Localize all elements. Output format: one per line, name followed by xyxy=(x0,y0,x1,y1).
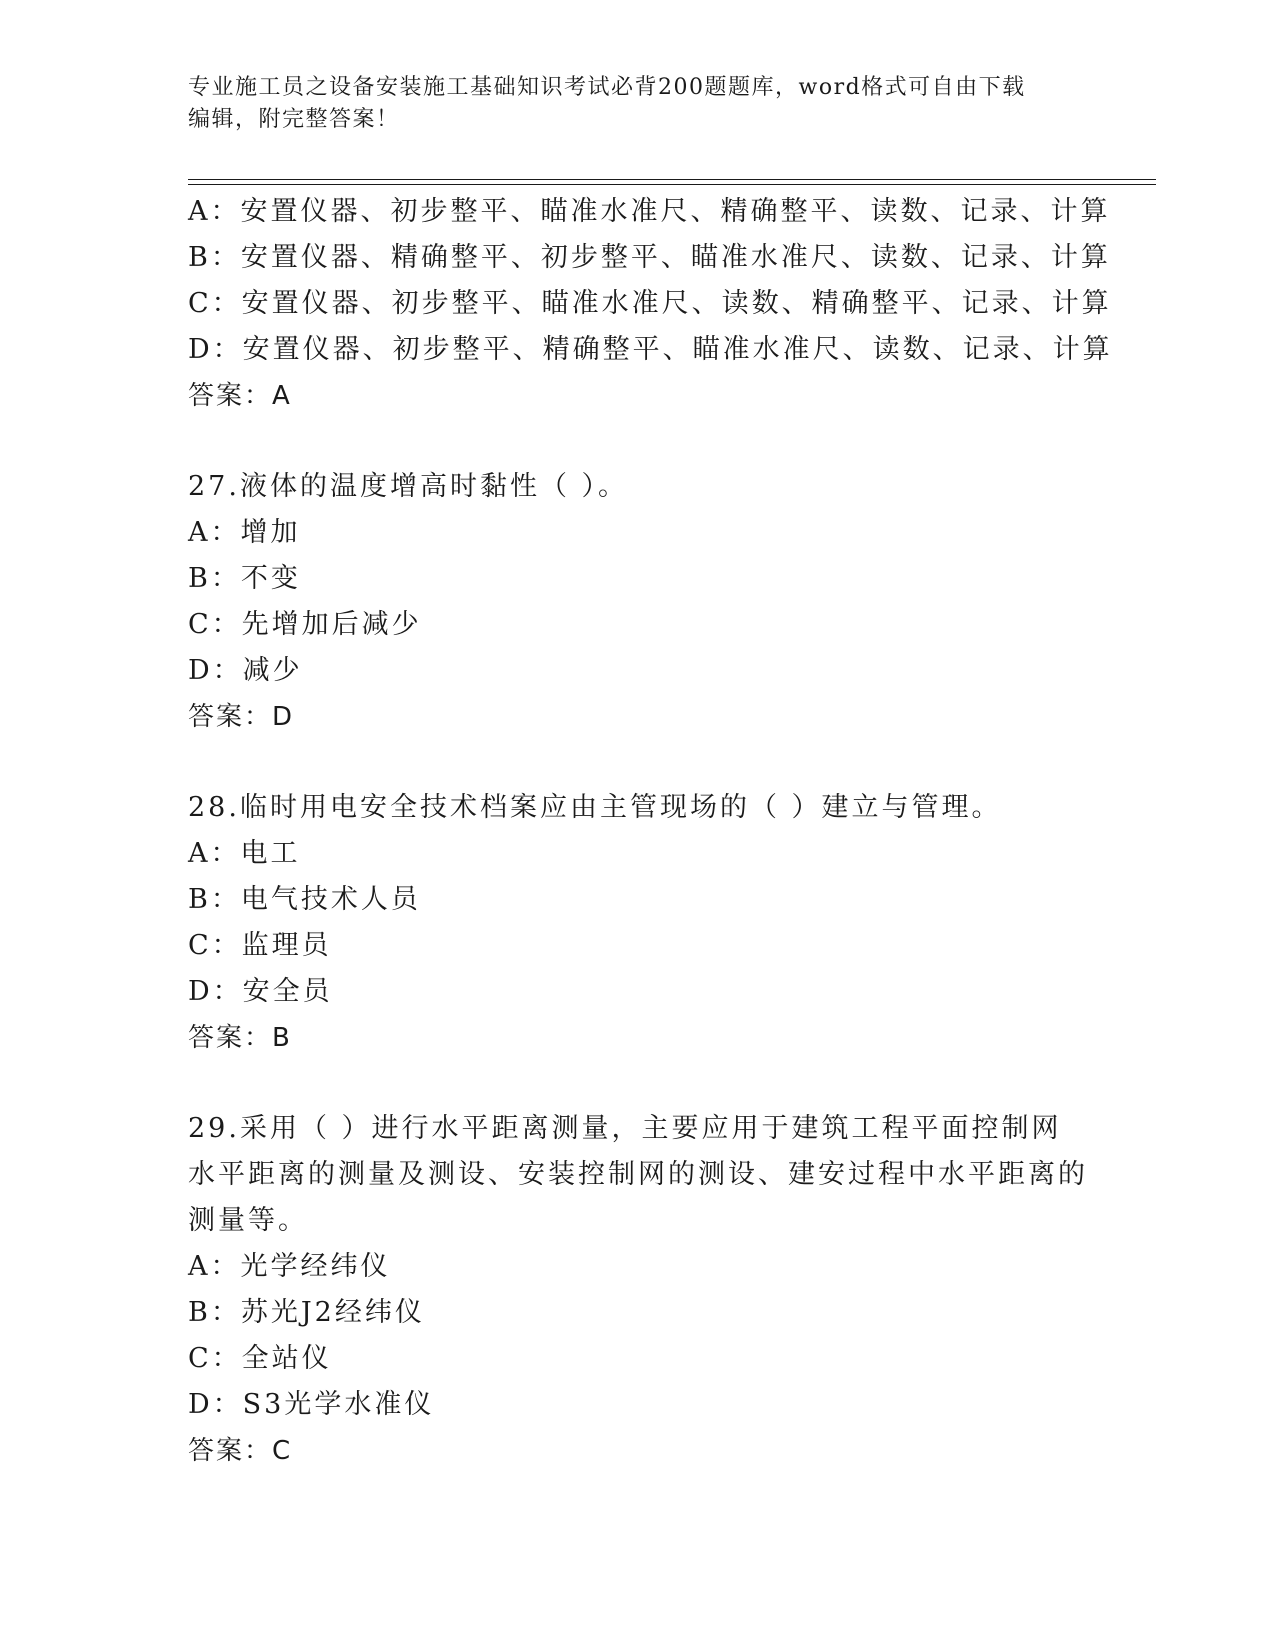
header-divider-bottom xyxy=(188,184,1156,185)
option-a: A：电工 xyxy=(188,838,301,869)
question-spacer xyxy=(188,740,1088,785)
option-b: B：不变 xyxy=(188,563,301,594)
question-26 xyxy=(188,189,1113,419)
answer: 答案：A xyxy=(188,381,292,411)
header-divider-top xyxy=(188,179,1156,180)
option-d: D：减少 xyxy=(188,655,303,686)
header-title-line-1: 专业施工员之设备安装施工基础知识考试必背200题题库，word格式可自由下载 xyxy=(188,75,1026,100)
option-b: B：电气技术人员 xyxy=(188,884,421,915)
question-stem: 27.液体的温度增高时黏性（ ）。 xyxy=(188,471,629,502)
question-27 xyxy=(188,464,1088,740)
question-spacer xyxy=(188,419,1088,464)
option-c: C：安置仪器、初步整平、瞄准水准尺、读数、精确整平、记录、计算 xyxy=(188,288,1112,319)
question-29 xyxy=(188,1106,1088,1474)
question-list xyxy=(188,189,1113,1474)
option-d: D：S3光学水准仪 xyxy=(188,1389,435,1420)
header-title-line-2: 编辑，附完整答案！ xyxy=(188,107,400,132)
question-28 xyxy=(188,785,1088,1061)
option-a: A：安置仪器、初步整平、瞄准水准尺、精确整平、读数、记录、计算 xyxy=(188,196,1111,227)
option-d: D：安置仪器、初步整平、精确整平、瞄准水准尺、读数、记录、计算 xyxy=(188,334,1113,365)
option-a: A：增加 xyxy=(188,517,301,548)
option-b: B：安置仪器、精确整平、初步整平、瞄准水准尺、读数、记录、计算 xyxy=(188,242,1111,273)
option-c: C：先增加后减少 xyxy=(188,609,422,640)
question-spacer xyxy=(188,1061,1088,1106)
answer: 答案：D xyxy=(188,702,295,732)
option-c: C：监理员 xyxy=(188,930,332,961)
option-b: B：苏光J2经纬仪 xyxy=(188,1297,425,1328)
question-stem: 28.临时用电安全技术档案应由主管现场的（ ）建立与管理。 xyxy=(188,792,1002,823)
option-a: A：光学经纬仪 xyxy=(188,1251,391,1282)
option-d: D：安全员 xyxy=(188,976,333,1007)
document-header xyxy=(188,72,1068,136)
question-stem: 29.采用（ ）进行水平距离测量，主要应用于建筑工程平面控制网水平距离的测量及测设、安装控制网的测设、建安过程中水平距离的测量等。 xyxy=(188,1113,1088,1236)
option-c: C：全站仪 xyxy=(188,1343,332,1374)
answer: 答案：C xyxy=(188,1436,293,1466)
answer: 答案：B xyxy=(188,1023,292,1053)
